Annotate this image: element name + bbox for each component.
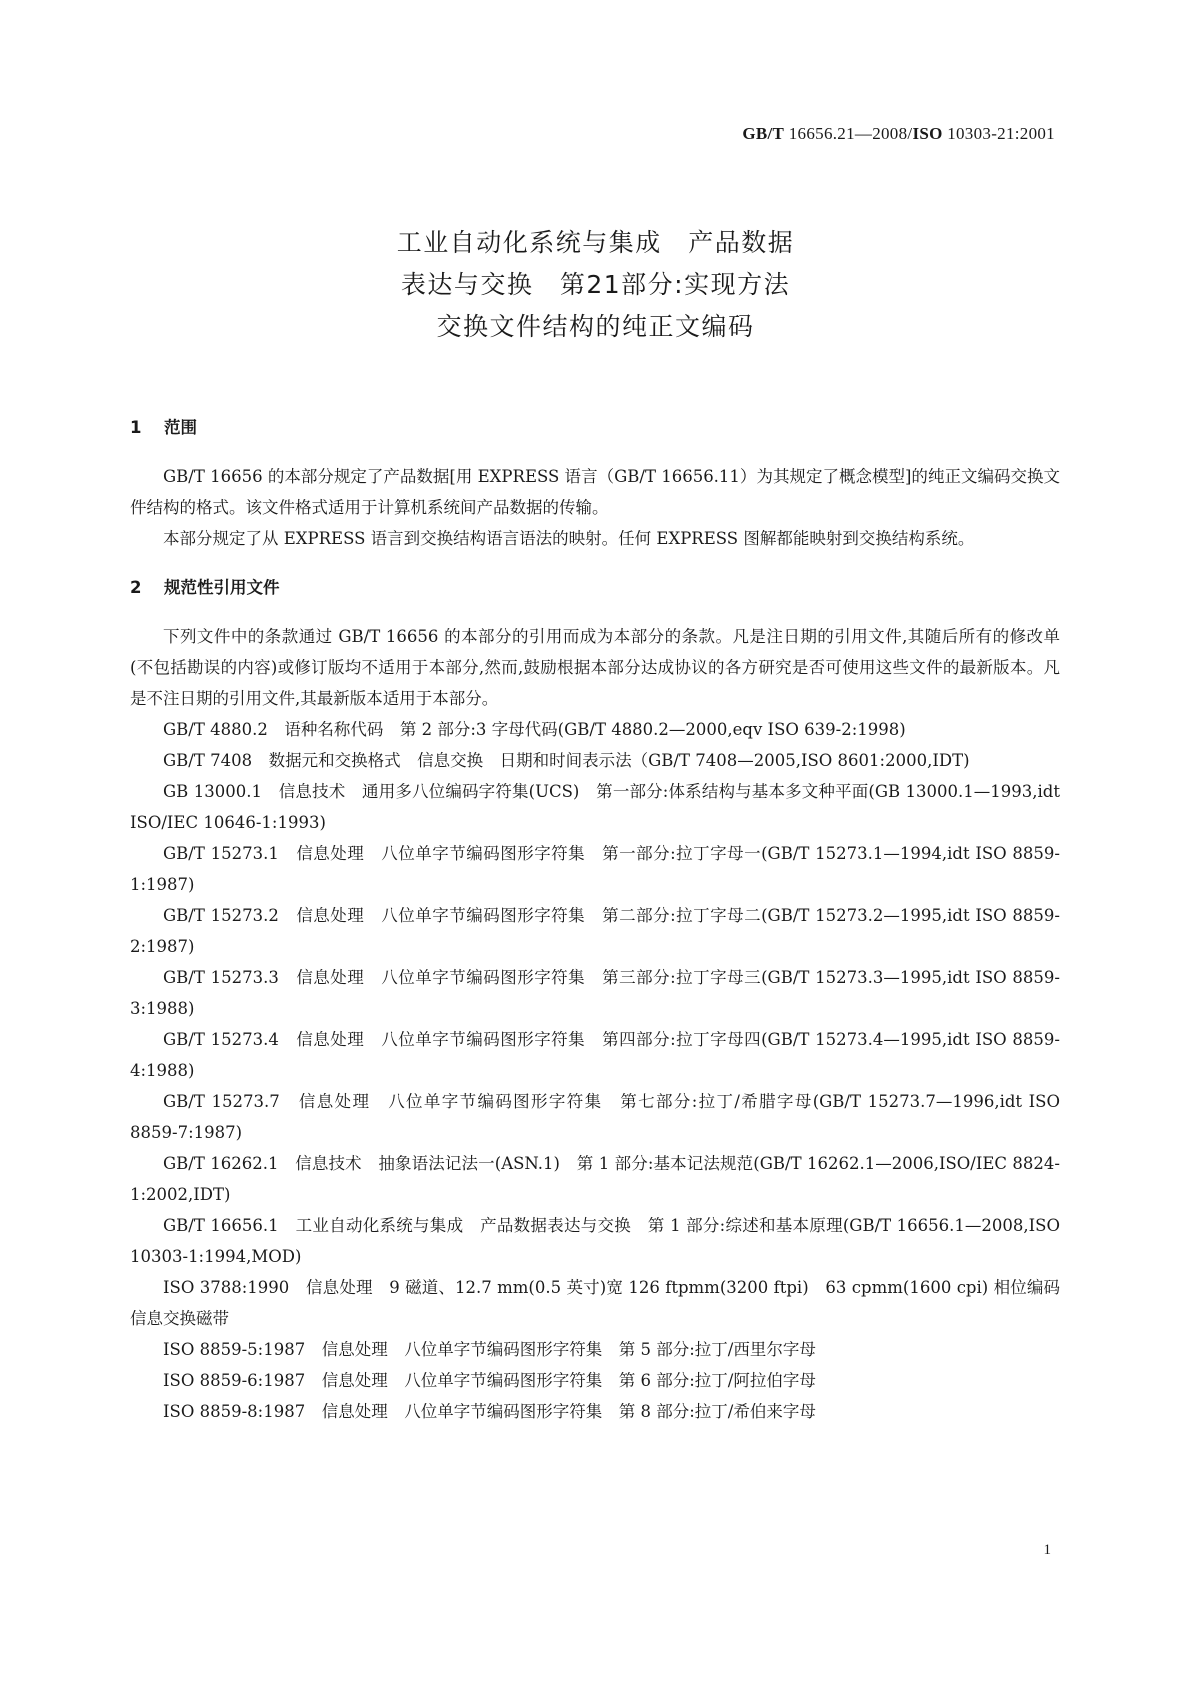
reference-item: GB/T 15273.1 信息处理 八位单字节编码图形字符集 第一部分:拉丁字母一(GB/T 15273.1—1994,idt ISO 8859-1:1987) [130, 844, 1060, 894]
standard-header [742, 124, 1055, 144]
section-2-heading [130, 572, 1060, 603]
page-number: 1 [1043, 1542, 1051, 1558]
reference-item: GB/T 16262.1 信息技术 抽象语法记法一(ASN.1) 第 1 部分:基本记法规范(GB/T 16262.1—2006,ISO/IEC 8824-1:2002,IDT) [130, 1154, 1060, 1204]
document-title [0, 222, 1191, 348]
section-1-heading [130, 412, 1060, 443]
reference-item: GB/T 15273.4 信息处理 八位单字节编码图形字符集 第四部分:拉丁字母四(GB/T 15273.4—1995,idt ISO 8859-4:1988) [130, 1030, 1060, 1080]
title-line-1: 工业自动化系统与集成 产品数据 [396, 228, 795, 257]
reference-item: GB/T 4880.2 语种名称代码 第 2 部分:3 字母代码(GB/T 4880.2—2000,eqv ISO 639-2:1998) [163, 720, 906, 739]
section-2-number: 2 [130, 578, 142, 597]
reference-item: ISO 8859-6:1987 信息处理 八位单字节编码图形字符集 第 6 部分:拉丁/阿拉伯字母 [163, 1371, 816, 1390]
header-iso-number: 10303-21:2001 [947, 124, 1055, 143]
section-2-title: 规范性引用文件 [164, 578, 280, 597]
reference-item: GB/T 15273.2 信息处理 八位单字节编码图形字符集 第二部分:拉丁字母二(GB/T 15273.2—1995,idt ISO 8859-2:1987) [130, 906, 1060, 956]
reference-item: GB/T 16656.1 工业自动化系统与集成 产品数据表达与交换 第 1 部分:综述和基本原理(GB/T 16656.1—2008,ISO 10303-1:1994,MOD) [130, 1216, 1060, 1266]
reference-item: ISO 3788:1990 信息处理 9 磁道、12.7 mm(0.5 英寸)宽 126 ftpmm(3200 ftpi) 63 cpmm(1600 cpi) 相位编码信息交换磁带 [130, 1278, 1060, 1328]
reference-item: GB/T 15273.7 信息处理 八位单字节编码图形字符集 第七部分:拉丁/希腊字母(GB/T 15273.7—1996,idt ISO 8859-7:1987) [130, 1092, 1060, 1142]
header-standard-number: 16656.21—2008/ [788, 124, 913, 143]
section-1-paragraph: 本部分规定了从 EXPRESS 语言到交换结构语言语法的映射。任何 EXPRESS 图解都能映射到交换结构系统。 [163, 529, 975, 548]
section-1-paragraph: GB/T 16656 的本部分规定了产品数据[用 EXPRESS 语言（GB/T 16656.11）为其规定了概念模型]的纯正文编码交换文件结构的格式。该文件格式适用于计算机系统间产品数据的传输。 [130, 467, 1060, 517]
title-line-3: 交换文件结构的纯正文编码 [436, 312, 755, 341]
section-1-title: 范围 [164, 418, 197, 437]
header-gbt-prefix: GB/T [742, 124, 785, 143]
reference-item: GB/T 15273.3 信息处理 八位单字节编码图形字符集 第三部分:拉丁字母三(GB/T 15273.3—1995,idt ISO 8859-3:1988) [130, 968, 1060, 1018]
reference-item: GB 13000.1 信息技术 通用多八位编码字符集(UCS) 第一部分:体系结构与基本多文种平面(GB 13000.1—1993,idt ISO/IEC 10646-1:1993) [130, 782, 1060, 832]
document-body [130, 412, 1060, 1427]
section-2-intro: 下列文件中的条款通过 GB/T 16656 的本部分的引用而成为本部分的条款。凡是注日期的引用文件,其随后所有的修改单(不包括勘误的内容)或修订版均不适用于本部分,然而,鼓励根据本部分达成协议的各方研究是否可使用这些文件的最新版本。凡是不注日期的引用文件,其最新版本适用于本部分。 [130, 627, 1060, 708]
spacer [130, 603, 1060, 621]
reference-item: ISO 8859-8:1987 信息处理 八位单字节编码图形字符集 第 8 部分:拉丁/希伯来字母 [163, 1402, 816, 1421]
section-1-number: 1 [130, 418, 142, 437]
reference-item: ISO 8859-5:1987 信息处理 八位单字节编码图形字符集 第 5 部分:拉丁/西里尔字母 [163, 1340, 816, 1359]
spacer [130, 443, 1060, 461]
title-line-2: 表达与交换 第21部分:实现方法 [400, 270, 791, 299]
header-iso-prefix: ISO [912, 124, 943, 143]
reference-item: GB/T 7408 数据元和交换格式 信息交换 日期和时间表示法（GB/T 7408—2005,ISO 8601:2000,IDT) [163, 751, 970, 770]
